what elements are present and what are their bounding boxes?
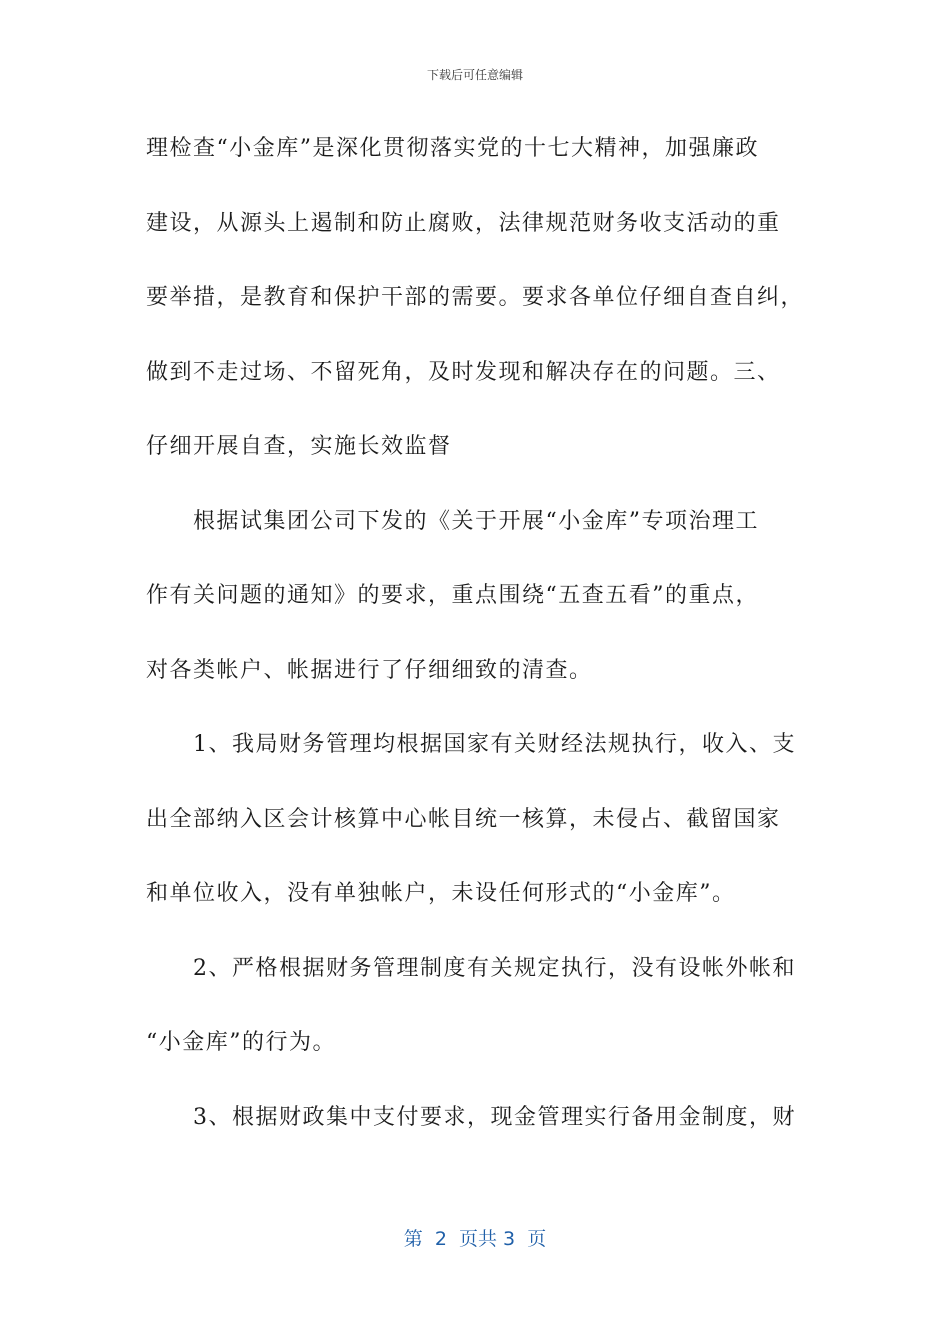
text-line: “小金库”的行为。 xyxy=(146,1030,336,1055)
text-line: 作有关问题的通知》的要求，重点围绕“五查五看”的重点， xyxy=(146,583,759,608)
text-line: 出全部纳入区会计核算中心帐目统一核算，未侵占、截留国家 xyxy=(146,806,781,832)
text-line: 和单位收入，没有单独帐户，未设任何形式的“小金库”。 xyxy=(146,881,736,906)
text-line: 3、根据财政集中支付要求，现金管理实行备用金制度，财 xyxy=(146,1104,796,1130)
document-body xyxy=(146,112,806,1155)
text-line: 建设，从源头上遏制和防止腐败，法律规范财务收支活动的重 xyxy=(146,210,781,236)
text-line: 做到不走过场、不留死角，及时发现和解决存在的问题。三、 xyxy=(146,359,781,385)
text-line: 理检查“小金库”是深化贯彻落实党的十七大精神，加强廉政 xyxy=(146,136,759,161)
page-number-footer: 第 2 页共 3 页 xyxy=(403,1228,547,1250)
text-line: 2、严格根据财务管理制度有关规定执行，没有设帐外帐和 xyxy=(146,955,796,981)
text-line: 根据试集团公司下发的《关于开展“小金库”专项治理工 xyxy=(146,508,759,534)
page-header: 下载后可任意编辑 xyxy=(426,68,523,82)
text-line: 要举措，是教育和保护干部的需要。要求各单位仔细自查自纠， xyxy=(146,285,805,310)
text-line: 对各类帐户、帐据进行了仔细细致的清查。 xyxy=(146,657,593,683)
text-line: 1、我局财务管理均根据国家有关财经法规执行，收入、支 xyxy=(146,732,796,757)
text-line: 仔细开展自查，实施长效监督 xyxy=(146,434,452,459)
